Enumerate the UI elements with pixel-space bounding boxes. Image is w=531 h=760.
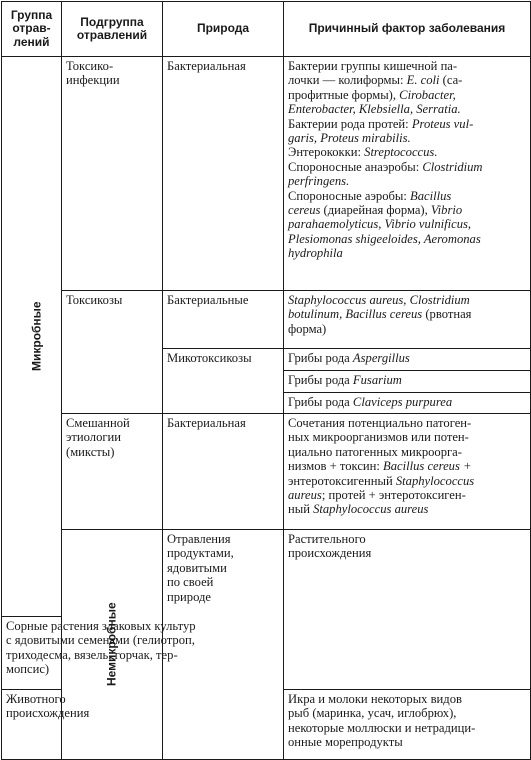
cause-cell: Сочетания потенциально патоген- ных микроорганизмов или потен- циально патогенных микрооргa- низмов + токсин: Bacillus cereus + энтеротоксигенный Staphylococcus aureus; протей + энтеротоксиген- ный Staphylococcus aureus (284, 414, 531, 530)
table-row (2, 57, 531, 291)
nature-cell: Бактериальная (163, 414, 284, 530)
cause-cell: Грибы рода Claviceps purpurea (284, 393, 531, 414)
food-poisoning-table (1, 1, 531, 760)
cause-cell: Икра и молоки некоторых видов рыб (маринка, усач, иглобрюх), некоторые моллюски и нетрадици- онные морепродукты (284, 690, 531, 760)
header-cause: Причинный фактор заболевания (284, 2, 531, 57)
cause-cell: Грибы рода Fusarium (284, 371, 531, 393)
nature-cell: Растительного происхождения (284, 530, 531, 690)
cause-cell: Сорные растения злаковых культур с ядовитыми семенами (гелиотроп, триходесма, вязель, горчак, тер- мопсис) (2, 617, 62, 690)
subgroup-cell: Токсико- инфекции (62, 57, 163, 291)
group-nonmicrobial: Немикробные (62, 530, 163, 760)
nature-cell: Бактериальные (163, 291, 284, 349)
subgroup-cell: Отравления продуктами, ядовитыми по своей природе (163, 530, 284, 760)
nature-cell: Животного происхождения (2, 690, 62, 760)
cause-cell: Грибы рода Aspergillus (284, 349, 531, 371)
header-nature: Природа (163, 2, 284, 57)
table-row (2, 530, 531, 574)
table-row (2, 414, 531, 530)
table-row (2, 291, 531, 349)
cause-cell: Бактерии группы кишечной па- лочки — колиформы: E. coli (са- профитные формы), Cirobacter, Enterobacter, Klebsiella, Serratia. Бактерии рода протей: Proteus vul- garis, Proteus mirabilis. Энтерококки: Streptococcus. Спороносные анаэробы: Clostridium perfringens. Спороносные аэробы: Bacillus cereus (диарейная форма), Vibrio parahaemolyticus, Vibrio vulnificus, Plesiomonas shigeeloides, Aeromonas hydrophila (284, 57, 531, 291)
subgroup-cell: Смешанной этиологии (миксты) (62, 414, 163, 530)
header-row (2, 2, 531, 57)
nature-cell: Бактериальная (163, 57, 284, 291)
header-group: Группа отрав- лений (2, 2, 62, 57)
nature-cell: Микотоксикозы (163, 349, 284, 414)
group-microbial: Микробные (2, 57, 62, 617)
subgroup-cell: Токсикозы (62, 291, 163, 414)
cause-cell: Staphylococcus aureus, Clostridium botulinum, Bacillus cereus (рвотная форма) (284, 291, 531, 349)
header-subgroup: Подгруппа отравлений (62, 2, 163, 57)
